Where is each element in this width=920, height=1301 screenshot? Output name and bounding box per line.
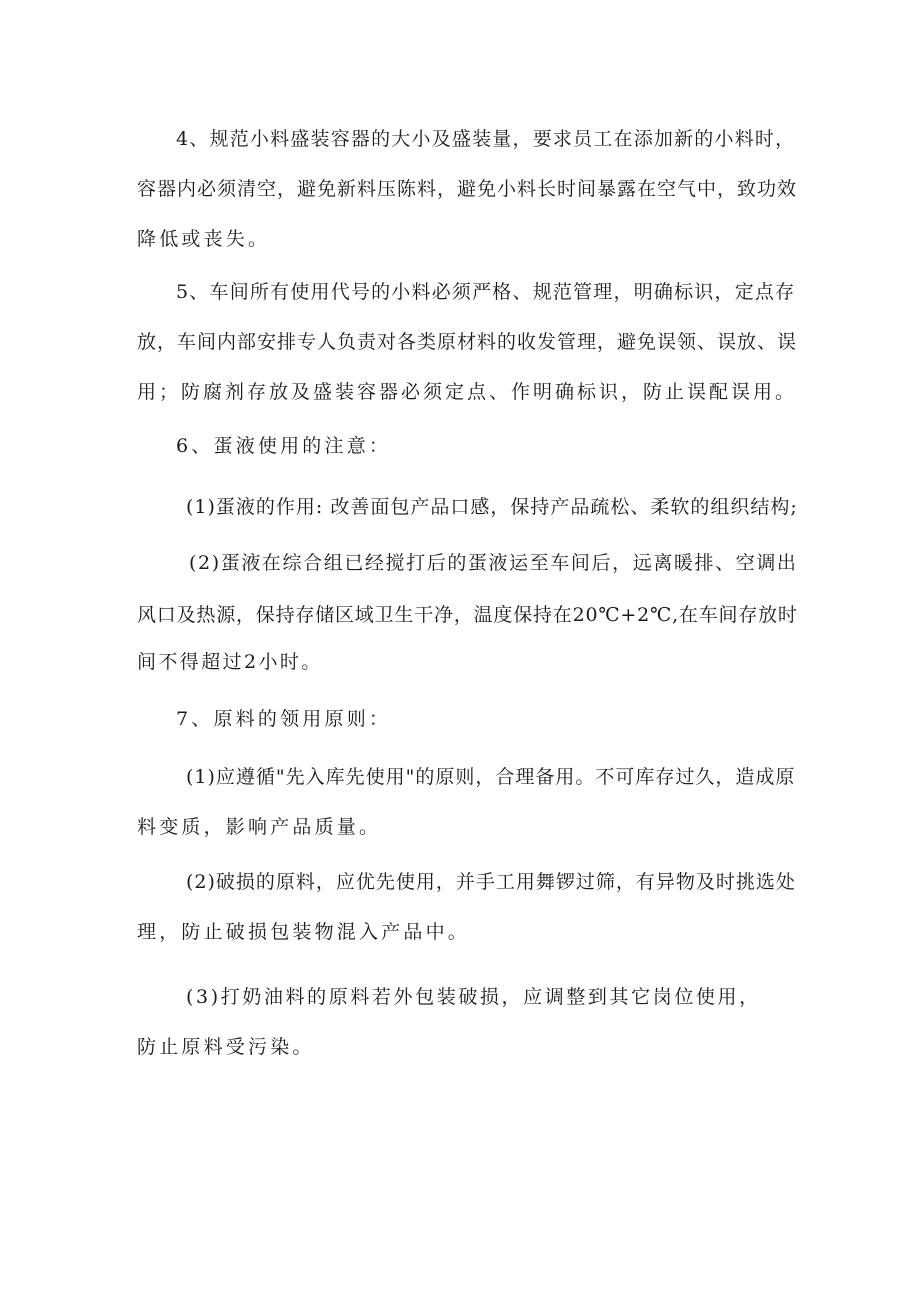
item-7-2-line-1: (2)破损的原料，应优先使用，并手工用舞锣过筛，有异物及时挑选处 bbox=[186, 871, 796, 893]
paragraph-4-line-2: 容器内必须清空，避免新料压陈料，避免小料长时间暴露在空气中，致功效 bbox=[137, 178, 798, 200]
paragraph-5-line-3: 用；防腐剂存放及盛装容器必须定点、作明确标识，防止误配误用。 bbox=[137, 381, 798, 403]
item-7-3-line-2: 防止原料受污染。 bbox=[137, 1036, 315, 1058]
item-6-2-line-1: (2)蛋液在综合组已经搅打后的蛋液运至车间后，远离暖排、空调出 bbox=[189, 552, 798, 574]
item-6-2-line-3: 间不得超过2小时。 bbox=[137, 651, 323, 673]
item-7-2-line-2: 理，防止破损包装物混入产品中。 bbox=[137, 921, 471, 943]
paragraph-4-line-1: 4、规范小料盛装容器的大小及盛装量，要求员工在添加新的小料时， bbox=[176, 128, 796, 150]
item-6-1-line-1: (1)蛋液的作用: 改善面包产品口感，保持产品疏松、柔软的组织结构; bbox=[186, 496, 798, 518]
paragraph-5-line-1: 5、车间所有使用代号的小料必须严格、规范管理，明确标识，定点存 bbox=[176, 281, 796, 303]
paragraph-4-line-3: 降低或丧失。 bbox=[137, 228, 271, 250]
section-7-heading: 7、原料的领用原则： bbox=[176, 708, 392, 730]
item-7-3-line-1: (3)打奶油料的原料若外包装破损，应调整到其它岗位使用， bbox=[186, 986, 761, 1008]
paragraph-5-line-2: 放，车间内部安排专人负责对各类原材料的收发管理，避免误领、误放、误 bbox=[137, 331, 798, 353]
item-7-1-line-2: 料变质，影响产品质量。 bbox=[137, 816, 382, 838]
section-6-heading: 6、蛋液使用的注意： bbox=[176, 435, 392, 457]
item-7-1-line-1: (1)应遵循"先入库先使用"的原则，合理备用。不可库存过久，造成原 bbox=[186, 766, 796, 788]
item-6-2-line-2: 风口及热源，保持存储区域卫生干净，温度保持在20℃+2℃,在车间存放时 bbox=[137, 604, 798, 626]
